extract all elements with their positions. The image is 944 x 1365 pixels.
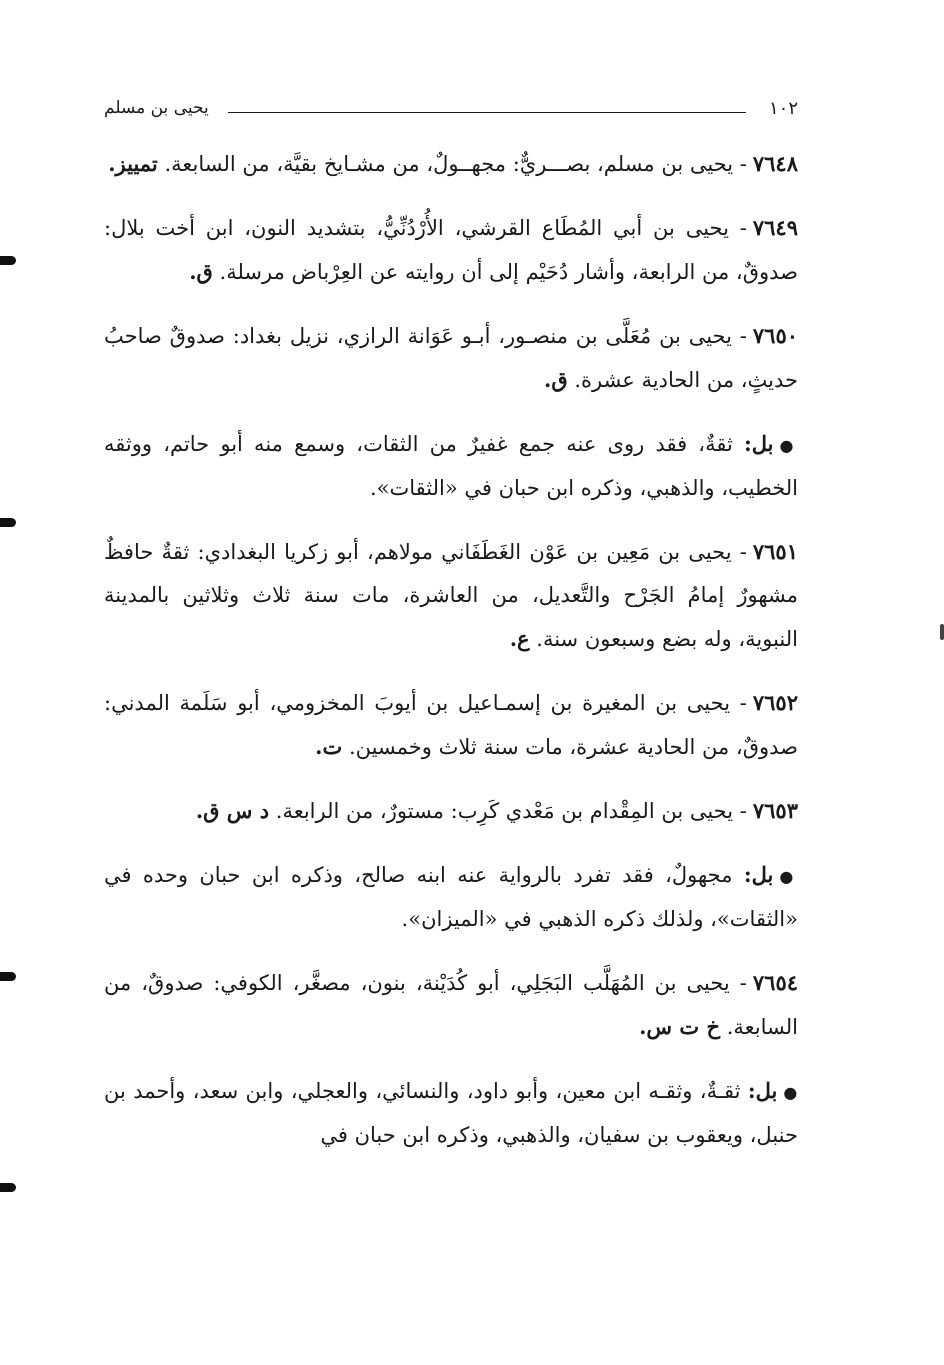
entry-text: يحيى بن مسلم، بصـــريٌّ: مجهــولٌ، من مشـايخ بقيَّة، من السابعة. — [164, 152, 734, 176]
editor-note — [104, 853, 798, 941]
entry-suffix: تمييز. — [108, 151, 158, 176]
entry-text: يحيى بن المِقْدام بن مَعْدي كَرِب: مستورٌ، من الرابعة. — [275, 799, 734, 823]
biography-entry: ٧٦٥٣- يحيى بن المِقْدام بن مَعْدي كَرِب: مستورٌ، من الرابعة. د س ق. — [195, 798, 798, 823]
header-rule — [228, 112, 746, 113]
entry-number: ٧٦٥٣ — [752, 798, 798, 823]
note-lead: بل: — [743, 862, 774, 887]
entry-text: يحيى بن أبي المُطَاع القرشي، الأُرْدُنِّيُّ، بتشديد النون، ابن أخت بلال: صدوقٌ، من الرابعة، وأشار دُحَيْم إلى أن روايته عن العِرْباض مرسلة. — [104, 216, 798, 284]
note-lead: بل: — [747, 1078, 778, 1103]
entry-text: يحيى بن مَعِين بن عَوْن الغَطَفَاني مولاهم، أبو زكريا البغدادي: ثقةٌ حافظٌ مشهورٌ إمامُ الجَرْح والتَّعديل، من العاشرة، مات سنة ثلاث وثلاثين بالمدينة النبوية، وله بضع وسبعون سنة. — [104, 540, 798, 651]
bullet-icon: ● — [783, 1083, 798, 1102]
biography-entry: ٧٦٥١- يحيى بن مَعِين بن عَوْن الغَطَفَاني مولاهم، أبو زكريا البغدادي: ثقةٌ حافظٌ مشهورٌ إمامُ الجَرْح والتَّعديل، من العاشرة، مات سنة ثلاث وثلاثين بالمدينة النبوية، وله بضع وسبعون سنة. ع. — [104, 539, 798, 651]
entry-suffix: ق. — [189, 259, 213, 284]
entry-suffix: ق. — [544, 367, 568, 392]
entry-suffix: ع. — [509, 626, 530, 651]
editor-note — [104, 422, 798, 510]
page-header — [104, 98, 798, 128]
running-title: يحيى بن مسلم — [104, 98, 209, 118]
scan-margin-mark — [0, 256, 16, 265]
scan-edge-mark — [940, 624, 944, 640]
entry-text: يحيى بن المغيرة بن إسمـاعيل بن أيوبَ المخزومي، أبو سَلَمة المدني: صدوقٌ، من الحادية عشرة، مات سنة ثلاث وخمسين. — [104, 691, 798, 759]
entry-number: ٧٦٥٠ — [752, 323, 799, 348]
note-text: ثقةٌ، فقد روى عنه جمع غفيرٌ من الثقات، وسمع منه أبو حاتم، ووثقه الخطيب، والذهبي، وذكره ابن حبان في «الثقات». — [104, 432, 798, 500]
entry-suffix: د س ق. — [195, 798, 270, 823]
entry-suffix: ت. — [315, 734, 343, 759]
note-lead: بل: — [744, 431, 774, 456]
page-body — [104, 142, 798, 1177]
scan-margin-mark — [0, 518, 16, 527]
entry-suffix: خ ت س. — [639, 1014, 721, 1039]
entry-number: ٧٦٤٩ — [752, 215, 798, 240]
entry-text: يحيى بن المُهَلَّب البَجَلِي، أبو كُدَيْنة، بنون، مصغَّر، الكوفي: صدوقٌ، من السابعة. — [104, 971, 798, 1039]
page-number: ١٠٢ — [768, 98, 798, 119]
bullet-icon: ● — [779, 436, 798, 455]
scan-margin-mark — [0, 972, 16, 981]
note-text: مجهولٌ، فقد تفرد بالرواية عنه ابنه صالح، وذكره ابن حبان وحده في «الثقات»، ولذلك ذكره الذهبي في «الميزان». — [104, 863, 798, 931]
biography-entry: ٧٦٥٤- يحيى بن المُهَلَّب البَجَلِي، أبو كُدَيْنة، بنون، مصغَّر، الكوفي: صدوقٌ، من السابعة. خ ت س. — [104, 970, 799, 1039]
note-text: ثقـةٌ، وثقـه ابن معين، وأبو داود، والنسائي، والعجلي، وابن سعد، وأحمد بن حنبل، ويعقوب بن سفيان، والذهبي، وذكره ابن حبان في — [104, 1079, 798, 1147]
biography-entry: ٧٦٤٩- يحيى بن أبي المُطَاع القرشي، الأُرْدُنِّيُّ، بتشديد النون، ابن أخت بلال: صدوقٌ، من الرابعة، وأشار دُحَيْم إلى أن روايته عن العِرْباض مرسلة. ق. — [104, 215, 798, 284]
scan-margin-mark — [0, 1183, 16, 1192]
entry-number: ٧٦٤٨ — [752, 151, 798, 176]
editor-note — [104, 1069, 798, 1157]
entry-number: ٧٦٥١ — [752, 539, 798, 564]
bullet-icon: ● — [779, 867, 798, 886]
biography-entry: ٧٦٥٢- يحيى بن المغيرة بن إسمـاعيل بن أيوبَ المخزومي، أبو سَلَمة المدني: صدوقٌ، من الحادية عشرة، مات سنة ثلاث وخمسين. ت. — [104, 690, 798, 759]
entry-number: ٧٦٥٤ — [752, 970, 799, 995]
biography-entry: ٧٦٥٠- يحيى بن مُعَلَّى بن منصـور، أبـو عَوَانة الرازي، نزيل بغداد: صدوقٌ صاحبُ حديثٍ، من الحادية عشرة. ق. — [104, 323, 799, 392]
biography-entry: ٧٦٤٨- يحيى بن مسلم، بصـــريٌّ: مجهــولٌ، من مشـايخ بقيَّة، من السابعة. تمييز. — [108, 151, 798, 176]
entry-text: يحيى بن مُعَلَّى بن منصـور، أبـو عَوَانة الرازي، نزيل بغداد: صدوقٌ صاحبُ حديثٍ، من الحادية عشرة. — [104, 324, 798, 392]
entry-number: ٧٦٥٢ — [752, 690, 798, 715]
